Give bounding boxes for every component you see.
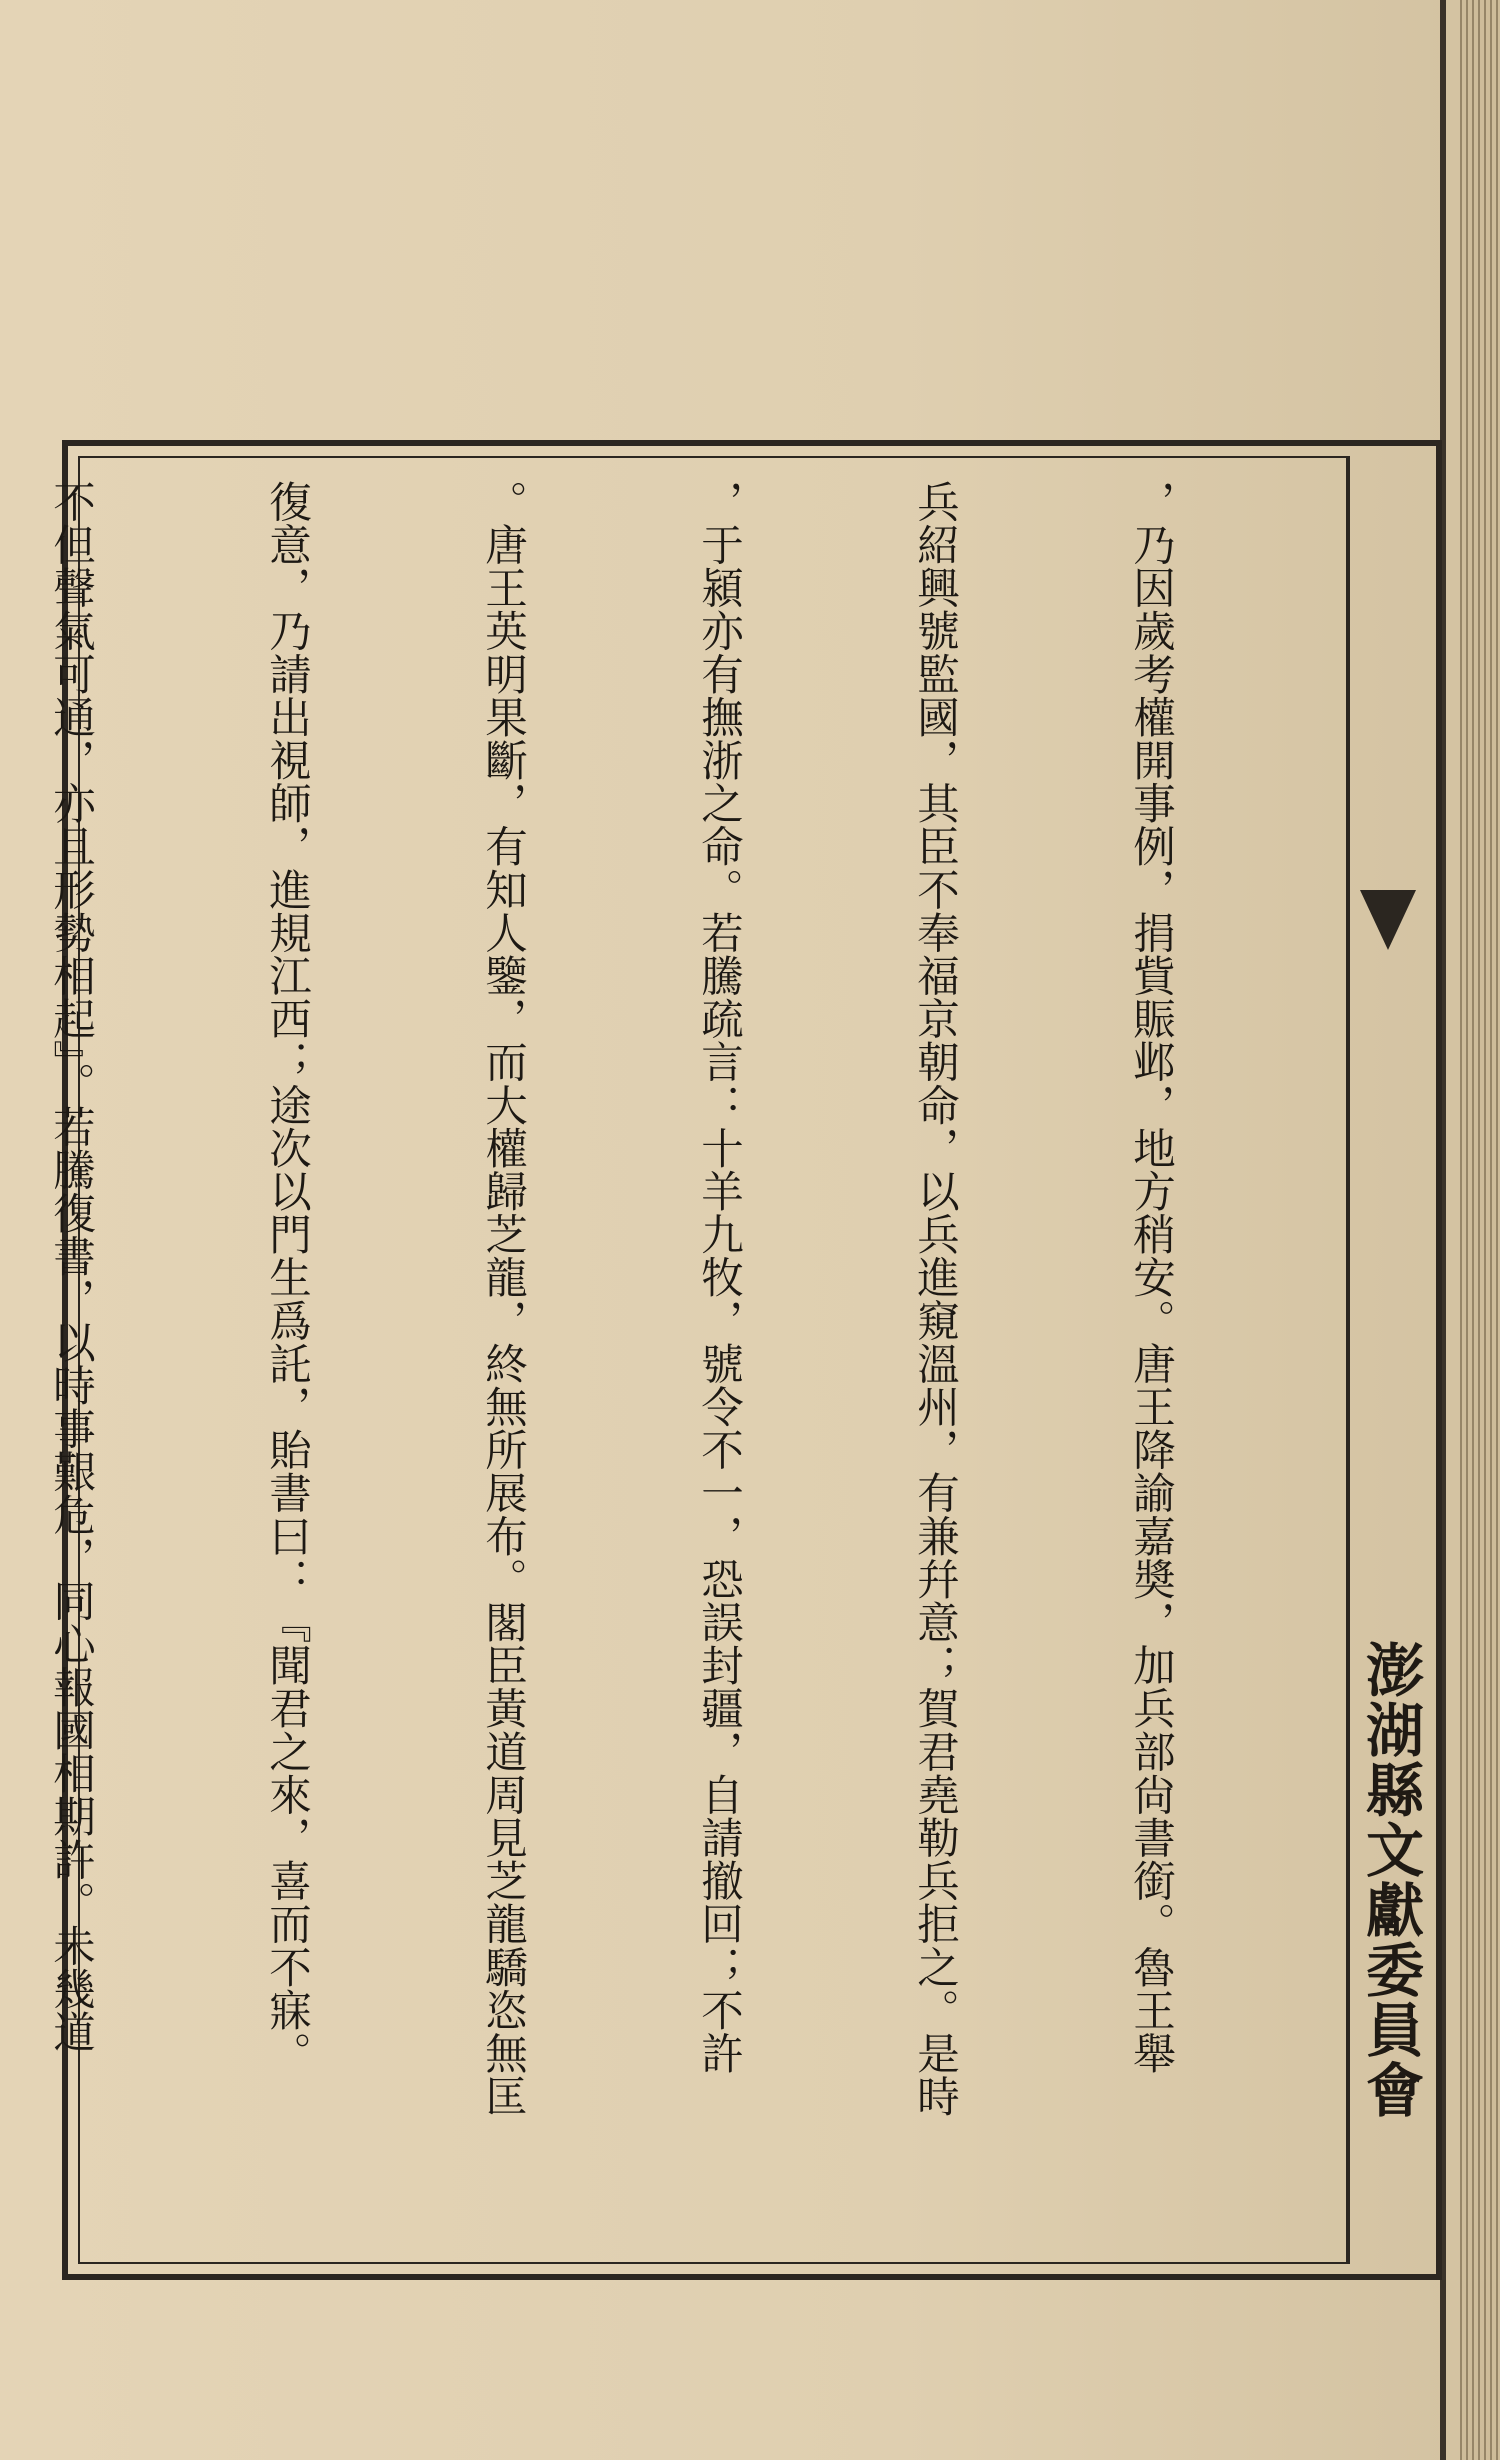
body-text bbox=[46, 480, 1330, 2240]
text-column: ，乃因歲考權開事例，捐貲賑邺，地方稍安。唐王降諭嘉奬，加兵部尙書銜。魯王舉 bbox=[1126, 480, 1175, 2075]
text-column: 兵紹興號監國，其臣不奉福京朝命，以兵進窺溫州，有兼幷意；賀君堯勒兵拒之。是時 bbox=[910, 480, 959, 2118]
text-column: 不但聲氣可通，亦且形勢相起』。若騰復書，以時事艱危，同心報國相期許。未幾道 bbox=[46, 480, 95, 2054]
fishtail-mark bbox=[1360, 890, 1416, 950]
text-column: ，于潁亦有撫浙之命。若騰疏言：十羊九牧，號令不一，恐誤封疆，自請撤回；不許 bbox=[694, 480, 743, 2075]
banner-title: 澎湖縣文獻委員會 bbox=[1356, 1640, 1424, 2120]
page-edge bbox=[1460, 0, 1500, 2460]
text-column: 復意，乃請出視師，進規江西；途次以門生爲託，貽書曰：『聞君之來，喜而不寐。 bbox=[262, 480, 311, 2075]
text-column: 。唐王英明果斷，有知人鑒，而大權歸芝龍，終無所展布。閣臣黃道周見芝龍驕恣無匡 bbox=[478, 480, 527, 2118]
